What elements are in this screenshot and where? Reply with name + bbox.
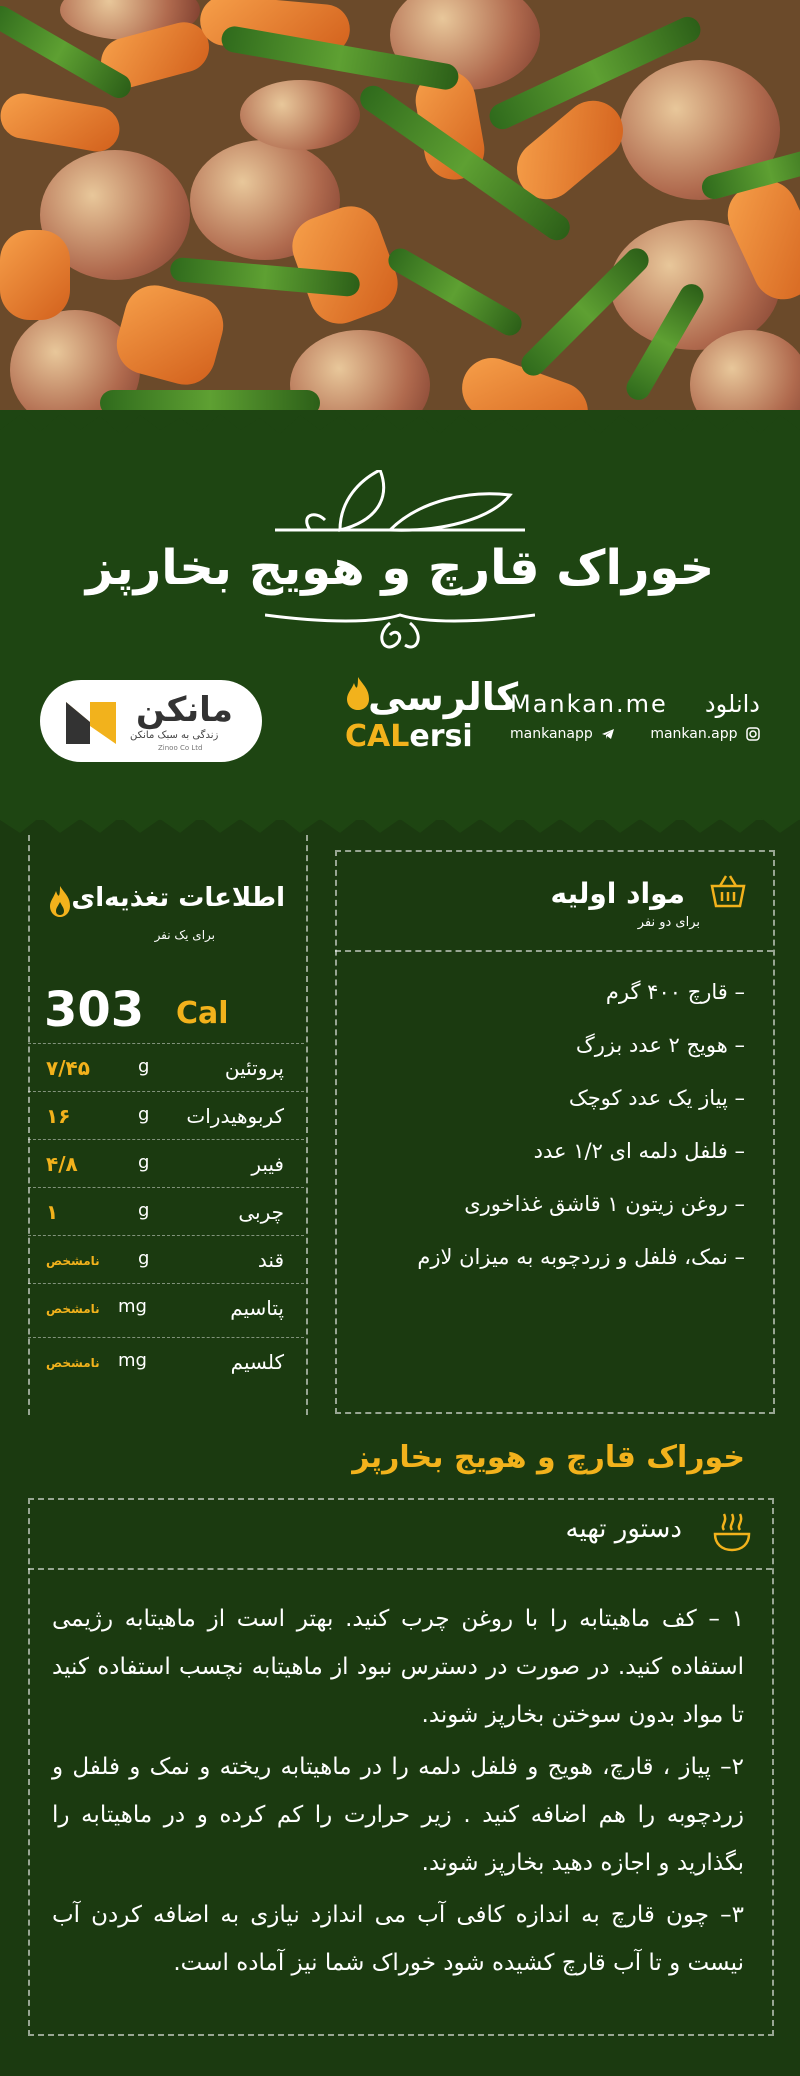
nutrition-row: نامشخص mg کلسیم (28, 1337, 304, 1386)
ingredients-panel (335, 850, 775, 1414)
instagram-icon (746, 727, 760, 741)
calersi-en: CALersi (345, 719, 473, 754)
steps-title: دستور تهیه (565, 1514, 682, 1544)
ingredients-title: مواد اولیه (550, 877, 685, 910)
ingredient-item: – فلفل دلمه ای ۱/۲ عدد (533, 1139, 745, 1163)
instagram-handle[interactable]: mankan.app (650, 726, 760, 742)
recipe-step: ۱ – کف ماهیتابه را با روغن چرب کنید. بهتر است از ماهیتابه رژیمی استفاده کنید. در صورت در دسترس نبود از ماهیتابه نچسب استفاده کنید تا مواد بدون سوختن بخارپز شوند. (52, 1606, 744, 1728)
nutrition-subtitle: برای یک نفر (154, 928, 215, 942)
nutrition-row: ۱ g چربی (28, 1187, 304, 1236)
recipe-step: ۳– چون قارچ به اندازه کافی آب می اندازد نیازی به اضافه کردن آب نیست و تا آب قارچ کشیده شود خوراک شما نیز آماده است. (52, 1902, 744, 1976)
calersi-fa: کالرسی (368, 675, 519, 719)
leaf-ornament-icon (270, 470, 530, 540)
nutrition-row: ۷/۴۵ g پروتئین (28, 1043, 304, 1092)
nutrition-row: ۱۶ g کربوهیدرات (28, 1091, 304, 1140)
mankan-logo-icon (62, 692, 120, 750)
brand-company: Zinoo Co Ltd (158, 744, 203, 752)
nutrition-row: نامشخص mg پتاسیم (28, 1283, 304, 1332)
bowl-icon (712, 1510, 752, 1552)
download-label: دانلود (704, 690, 760, 718)
nutrition-row: نامشخص g قند (28, 1235, 304, 1284)
ingredient-item: – روغن زیتون ۱ قاشق غذاخوری (464, 1192, 745, 1216)
flame-icon (48, 884, 72, 918)
nutrition-row: ۴/۸ g فیبر (28, 1139, 304, 1188)
ingredient-item: – قارچ ۴۰۰ گرم (605, 980, 745, 1004)
page-title: خوراک قارچ و هویج بخارپز (85, 540, 715, 596)
telegram-handle[interactable]: mankanapp (510, 726, 615, 742)
swirl-ornament-icon (265, 605, 535, 665)
ingredients-subtitle: برای دو نفر (637, 915, 700, 930)
brand-name: مانکن (136, 690, 233, 730)
ingredient-item: – هویج ۲ عدد بزرگ (575, 1033, 745, 1057)
basket-icon (710, 874, 746, 908)
recipe-title: خوراک قارچ و هویج بخارپز (352, 1440, 745, 1475)
recipe-steps (52, 1595, 744, 1991)
ingredient-item: – نمک، فلفل و زردچوبه به میزان لازم (417, 1245, 745, 1269)
mankan-logo (40, 680, 262, 762)
download-site[interactable]: Mankan.me (510, 690, 668, 718)
calorie-value: 303 (44, 982, 145, 1038)
calorie-unit: Cal (176, 996, 229, 1031)
calersi-logo (340, 675, 519, 765)
telegram-icon (601, 727, 615, 741)
download-info (510, 690, 760, 742)
brand-tagline: زندگی به سبک مانکن (130, 730, 219, 741)
hero-food-image (0, 0, 800, 440)
recipe-step: ۲– پیاز ، قارچ، هویج و فلفل دلمه را در ماهیتابه ریخته و نمک و فلفل و زردچوبه را هم اضافه کنید . زیر حرارت را کم کرده و در ماهیتابه را بگذارید و اجازه دهید بخارپز شوند. (52, 1754, 744, 1876)
ingredient-item: – پیاز یک عدد کوچک (568, 1086, 745, 1110)
nutrition-title: اطلاعات تغذیه‌ای (71, 883, 285, 913)
